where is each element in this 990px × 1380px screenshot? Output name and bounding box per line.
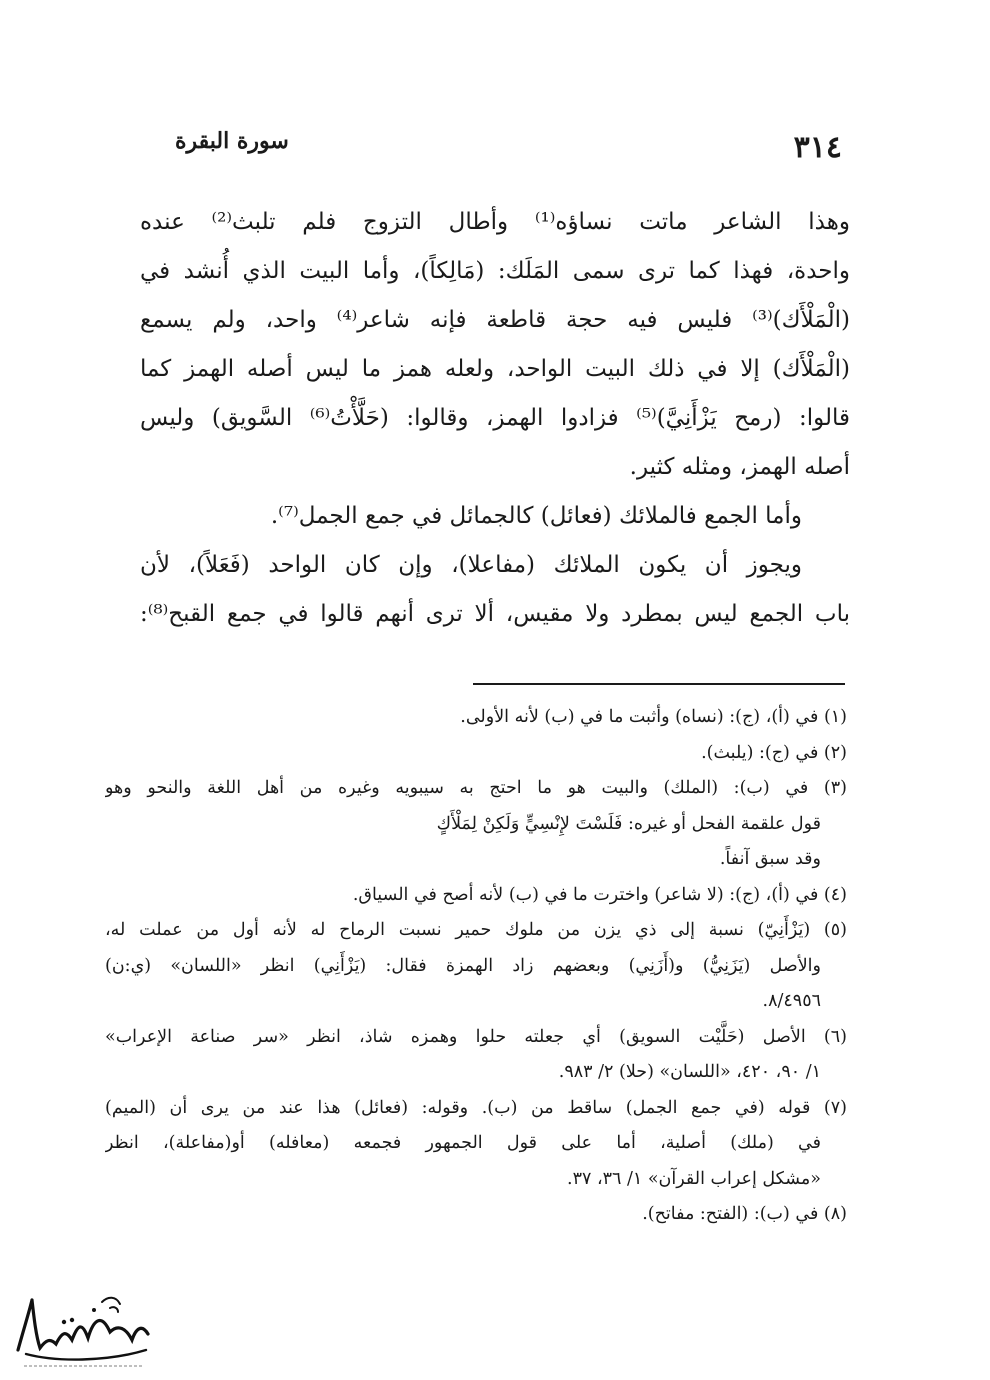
- footnote-line: (١) في (أ)، (ج): (نساه) وأثبت ما في (ب) لأنه الأولى.: [460, 707, 847, 727]
- footnote-separator: [473, 683, 845, 685]
- body-line: وهذا الشاعر ماتت نساؤه⁽¹⁾ وأطال التزوج فلم تلبث⁽²⁾ عنده: [140, 209, 850, 235]
- main-text: [140, 198, 850, 639]
- footnote-line: (٢) في (ج): (يلبث).: [701, 742, 847, 763]
- footnote-line: ٨/٤٩٥٦.: [762, 991, 821, 1011]
- footnote-line: والأصل (يَزَنِيُّ) و(أَزَنِي) وبعضهم زاد الهمزة فقال: (يَزْأَنِي) انظر «اللسان» (ي:ن): [105, 955, 821, 976]
- footnote-line: (٧) قوله (في جمع الجمل) ساقط من (ب). وقوله: (فعائل) هذا عند من يرى أن (الميم): [105, 1097, 847, 1118]
- calligraphy-logo-icon: [6, 1288, 156, 1373]
- footnote-line: (٨) في (ب): (الفتح: مفاتح).: [642, 1204, 847, 1224]
- body-line: وأما الجمع فالملائك (فعائل) كالجمائل في جمع الجمل⁽⁷⁾.: [270, 503, 802, 529]
- body-line: باب الجمع ليس بمطرد ولا مقيس، ألا ترى أنهم قالوا في جمع القبح⁽⁸⁾:: [140, 601, 850, 627]
- body-line: قالوا: (رمح يَزْأَنِيَّ)⁽⁵⁾ فزادوا الهمز، وقالوا: (حَلَّأْتُ⁽⁶⁾ السَّويق) وليس: [140, 405, 850, 431]
- footnote-line: (٤) في (أ)، (ج): (لا شاعر) واخترت ما في (ب) لأنه أصح في السياق.: [352, 884, 847, 905]
- footnotes: [105, 700, 847, 1233]
- footnote-line: (٥) (يَزْأَنِيّ) نسبة إلى ذي يزن من ملوك حمير نسبت الرماح له لأنه أول من عملت له،: [105, 920, 847, 940]
- body-line: (الْمَلْأَك)⁽³⁾ فليس فيه حجة قاطعة فإنه شاعر⁽⁴⁾ واحد، ولم يسمع: [140, 307, 850, 333]
- page-number: ٣١٤: [793, 130, 842, 165]
- body-line: (الْمَلْأَك) إلا في ذلك البيت الواحد، ولعله همز ما ليس أصله الهمز كما: [140, 356, 850, 382]
- body-line: ويجوز أن يكون الملائك (مفاعلا)، وإن كان الواحد (فَعَلاً)، لأن: [140, 552, 802, 578]
- footnote-line: قول علقمة الفحل أو غيره: فَلَسْتَ لإِنْسِيٍّ وَلَكِنْ لِمَلْأَكٍ: [436, 813, 821, 834]
- footnote-line: ١/ ٩٠، ٤٢٠، «اللسان» (حلا) ٢/ ٩٨٣.: [558, 1062, 821, 1082]
- footnote-line: «مشكل إعراب القرآن» ١/ ٣٦، ٣٧.: [566, 1168, 821, 1189]
- footnote-line: وقد سبق آنفاً.: [719, 849, 821, 869]
- footnote-line: في (ملك) أصلية، أما على قول الجمهور فجمعه (معافله) أو(مفاعلة)، انظر: [105, 1133, 821, 1153]
- running-title: سورة البقرة: [175, 128, 289, 154]
- footnote-line: (٦) الأصل (حَلَّيْت السويق) أي جعلته حلوا وهمزه شاذ، انظر «سر صناعة الإعراب»: [105, 1026, 847, 1047]
- footnote-line: (٣) في (ب): (الملك) والبيت هو ما احتج به سيبويه وغيره من أهل اللغة والنحو وهو: [105, 778, 847, 798]
- body-line: أصله الهمز، ومثله كثير.: [629, 454, 850, 480]
- body-line: واحدة، فهذا كما ترى سمى المَلَك: (مَالِكاً)، وأما البيت الذي أُنشد في: [140, 258, 850, 284]
